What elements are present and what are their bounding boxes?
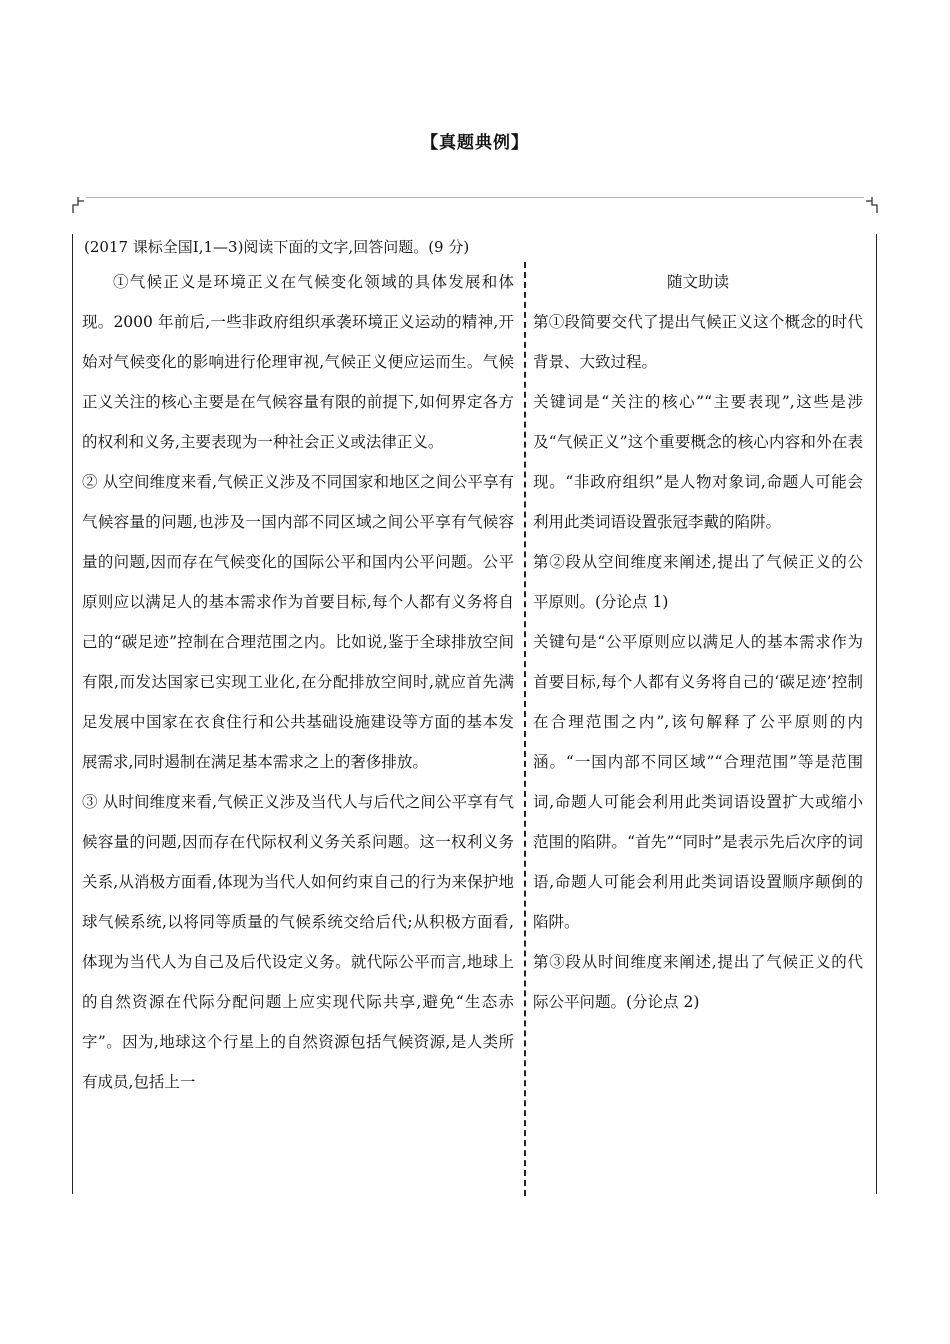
frame-right-border bbox=[876, 234, 877, 1194]
passage-paragraph-3: ③ 从时间维度来看,气候正义涉及当代人与后代之间公平享有气候容量的问题,因而存在代际权利义务关系问题。这一权利义务关系,从消极方面看,体现为当代人如何约束自己的行为来保护地球气候系统,以将同等质量的气候系统交给后代;从积极方面看,体现为当代人为自己及后代设定义务。就代际公平而言,地球上的自然资源在代际分配问题上应实现代际共享,避免“生态赤字”。因为,地球这个行星上的自然资源包括气候资源,是人类所有成员,包括上一 bbox=[82, 793, 514, 1091]
reading-notes-column bbox=[533, 262, 863, 1022]
frame-left-border bbox=[72, 234, 73, 1194]
section-title: 【真题典例】 bbox=[421, 133, 529, 153]
corner-ornament-right bbox=[864, 195, 880, 215]
note-item: 第③段从时间维度来阐述,提出了气候正义的代际公平问题。(分论点 2) bbox=[533, 953, 863, 1011]
top-rule bbox=[86, 197, 864, 198]
passage-column bbox=[82, 262, 514, 1102]
note-item: 第②段从空间维度来阐述,提出了气候正义的公平原则。(分论点 1) bbox=[533, 553, 863, 611]
notes-heading: 随文助读 bbox=[666, 273, 729, 291]
passage-paragraph-2: ② 从空间维度来看,气候正义涉及不同国家和地区之间公平享有气候容量的问题,也涉及一国内部不同区域之间公平享有气候容量的问题,因而存在气候变化的国际公平和国内公平问题。公平原则应以满足人的基本需求作为首要目标,每个人都有义务将自己的“碳足迹”控制在合理范围之内。比如说,鉴于全球排放空间有限,而发达国家已实现工业化,在分配排放空间时,就应首先满足发展中国家在衣食住行和公共基础设施建设等方面的基本发展需求,同时遏制在满足基本需求之上的奢侈排放。 bbox=[82, 473, 514, 771]
passage-paragraph-1: ①气候正义是环境正义在气候变化领域的具体发展和体现。2000 年前后,一些非政府组织承袭环境正义运动的精神,开始对气候变化的影响进行伦理审视,气候正义便应运而生。气候正义关注的核心主要是在气候容量有限的前提下,如何界定各方的权利和义务,主要表现为一种社会正义或法律正义。 bbox=[82, 273, 514, 451]
note-item: 关键词是“关注的核心”“主要表现”,这些是涉及“气候正义”这个重要概念的核心内容和外在表现。“非政府组织”是人物对象词,命题人可能会利用此类词语设置张冠李戴的陷阱。 bbox=[533, 393, 863, 531]
note-item: 第①段简要交代了提出气候正义这个概念的时代背景、大致过程。 bbox=[533, 313, 863, 371]
column-divider bbox=[524, 262, 526, 1196]
note-item: 关键句是“公平原则应以满足人的基本需求作为首要目标,每个人都有义务将自己的‘碳足迹’控制在合理范围之内”,该句解释了公平原则的内涵。“一国内部不同区域”“合理范围”等是范围词,命题人可能会利用此类词语设置扩大或缩小范围的陷阱。“首先”“同时”是表示先后次序的词语,命题人可能会利用此类词语设置顺序颠倒的陷阱。 bbox=[533, 633, 863, 931]
corner-ornament-left bbox=[70, 195, 86, 215]
question-source: (2017 课标全国Ⅰ,1—3)阅读下面的文字,回答问题。(9 分) bbox=[84, 238, 470, 256]
